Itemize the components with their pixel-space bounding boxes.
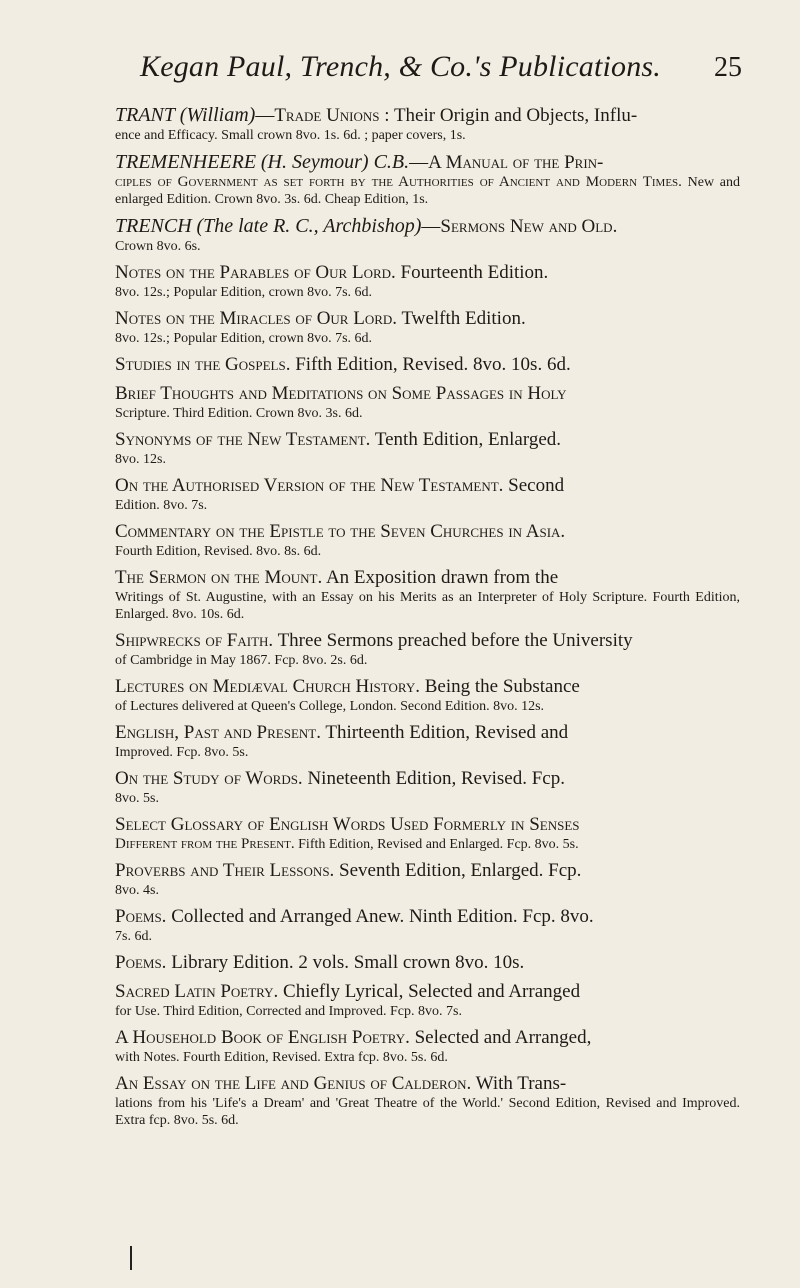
entry-author-detail: (The late R. C., Archbishop): [196, 215, 422, 237]
entry-title-line: [115, 383, 740, 405]
entry-details: [115, 836, 740, 853]
entry-title-rest: Tenth Edition, Enlarged.: [370, 429, 561, 450]
entry-details: [115, 652, 740, 669]
entry-title-line: [115, 768, 740, 790]
entry-subtitle: Different from the Present.: [115, 836, 295, 852]
entry-details: [115, 1049, 740, 1066]
entry-title-line: [115, 475, 740, 497]
entry-title-line: [115, 952, 740, 974]
entry-title-rest: With Trans-: [471, 1073, 567, 1094]
entry-title: Sacred Latin Poetry.: [115, 981, 279, 1002]
entry-title: Select Glossary of English Words Used Formerly in Senses: [115, 814, 580, 835]
entry-title-rest: Fourteenth Edition.: [395, 262, 549, 283]
entry-title: Shipwrecks of Faith.: [115, 630, 274, 651]
entry-subtitle: ciples of Government as set forth by the Authorities of Ancient and Modern Times.: [115, 174, 682, 190]
entry-edition-price: for Use. Third Edition, Corrected and Improved. Fcp. 8vo. 7s.: [115, 1004, 462, 1019]
running-title: Kegan Paul, Trench, & Co.'s Publications.: [140, 50, 661, 83]
entry-details: [115, 1003, 740, 1020]
entry-details: [115, 174, 740, 208]
entry-title-rest: Fifth Edition, Revised. 8vo. 10s. 6d.: [290, 354, 571, 375]
entry-title-line: [115, 1027, 740, 1049]
entry-author-detail: (William): [179, 104, 256, 126]
catalogue-list: [115, 104, 740, 1136]
entry-details: [115, 127, 740, 144]
entry-edition-price: 8vo. 12s.: [115, 452, 166, 467]
entry-title-rest: Library Edition. 2 vols. Small crown 8vo. 10s.: [166, 952, 525, 973]
entry-title-rest: Thirteenth Edition, Revised and: [321, 722, 569, 743]
entry-title-line: [115, 860, 740, 882]
entry-details: [115, 284, 740, 301]
entry-title: Studies in the Gospels.: [115, 354, 291, 375]
entry-title-rest: Collected and Arranged Anew. Ninth Edition. Fcp. 8vo.: [166, 906, 594, 927]
entry-details: [115, 330, 740, 347]
catalogue-entry: [115, 768, 740, 807]
catalogue-entry: [115, 981, 740, 1020]
catalogue-entry: [115, 151, 740, 208]
entry-title: An Essay on the Life and Genius of Calderon.: [115, 1073, 472, 1094]
entry-title-line: [115, 104, 740, 127]
catalogue-entry: [115, 722, 740, 761]
entry-details: [115, 1095, 740, 1129]
catalogue-entry: [115, 630, 740, 669]
entry-edition-price: Writings of St. Augustine, with an Essay on his Merits as an Interpreter of Holy Scripture. Fourth Edition, Enlarged. 8vo. 10s. 6d.: [115, 590, 740, 622]
entry-edition-price: 7s. 6d.: [115, 929, 152, 944]
entry-edition-price: of Lectures delivered at Queen's College, London. Second Edition. 8vo. 12s.: [115, 699, 545, 714]
catalogue-entry: [115, 906, 740, 945]
entry-title: Commentary on the Epistle to the Seven Churches in Asia.: [115, 521, 566, 542]
entry-edition-price: Improved. Fcp. 8vo. 5s.: [115, 745, 249, 760]
catalogue-entry: [115, 262, 740, 301]
entry-title-line: [115, 906, 740, 928]
entry-author: TRANT: [115, 104, 176, 126]
entry-author: TRENCH: [115, 215, 192, 237]
entry-title-rest: Nineteenth Edition, Revised. Fcp.: [302, 768, 565, 789]
entry-details: [115, 405, 740, 422]
entry-title-rest: Twelfth Edition.: [397, 308, 526, 329]
entry-edition-price: New and enlarged Edition. Crown 8vo. 3s. 6d. Cheap Edition, 1s.: [115, 175, 740, 207]
entry-title-line: [115, 429, 740, 451]
entry-author: TREMENHEERE: [115, 151, 257, 173]
entry-edition-price: Scripture. Third Edition. Crown 8vo. 3s. 6d.: [115, 406, 363, 421]
entry-title-rest: Being the Substance: [419, 676, 580, 697]
catalogue-entry: [115, 215, 740, 255]
entry-details: [115, 928, 740, 945]
catalogue-entry: [115, 676, 740, 715]
entry-title-line: [115, 567, 740, 589]
entry-title: On the Study of Words.: [115, 768, 303, 789]
entry-edition-price: 8vo. 5s.: [115, 791, 159, 806]
entry-title: Lectures on Mediæval Church History.: [115, 676, 420, 697]
entry-details: [115, 698, 740, 715]
catalogue-entry: [115, 521, 740, 560]
entry-title: A Household Book of English Poetry.: [115, 1027, 410, 1048]
entry-title-line: [115, 308, 740, 330]
entry-title: —Sermons New and Old.: [421, 216, 618, 237]
catalogue-entry: [115, 308, 740, 347]
entry-title-line: [115, 151, 740, 174]
entry-edition-price: with Notes. Fourth Edition, Revised. Extra fcp. 8vo. 5s. 6d.: [115, 1050, 448, 1065]
entry-details: [115, 543, 740, 560]
entry-title: Proverbs and Their Lessons.: [115, 860, 335, 881]
catalogue-entry: [115, 952, 740, 974]
catalogue-entry: [115, 354, 740, 376]
catalogue-entry: [115, 814, 740, 853]
entry-edition-price: lations from his 'Life's a Dream' and 'Great Theatre of the World.' Second Edition, Revised and Improved. Extra fcp. 8vo. 5s. 6d.: [115, 1096, 740, 1128]
entry-title-rest: An Exposition drawn from the: [322, 567, 559, 588]
entry-title-rest: Seventh Edition, Enlarged. Fcp.: [334, 860, 582, 881]
entry-title-line: [115, 814, 740, 836]
page-number: 25: [714, 52, 742, 83]
entry-title: Notes on the Miracles of Our Lord.: [115, 308, 398, 329]
entry-edition-price: Fifth Edition, Revised and Enlarged. Fcp. 8vo. 5s.: [294, 837, 579, 852]
entry-title: On the Authorised Version of the New Testament.: [115, 475, 504, 496]
entry-details: [115, 497, 740, 514]
entry-title-line: [115, 215, 740, 238]
entry-title: Brief Thoughts and Meditations on Some Passages in Holy: [115, 383, 567, 404]
entry-author-detail: (H. Seymour) C.B.: [260, 151, 410, 173]
entry-title-line: [115, 354, 740, 376]
catalogue-entry: [115, 475, 740, 514]
entry-edition-price: Edition. 8vo. 7s.: [115, 498, 208, 513]
entry-title: Poems.: [115, 906, 167, 927]
margin-mark: [130, 1246, 132, 1270]
entry-title-rest: Second: [503, 475, 565, 496]
entry-edition-price: Fourth Edition, Revised. 8vo. 8s. 6d.: [115, 544, 322, 559]
entry-details: [115, 882, 740, 899]
entry-title-line: [115, 676, 740, 698]
entry-title-rest: Their Origin and Objects, Influ-: [389, 105, 638, 126]
entry-title: English, Past and Present.: [115, 722, 321, 743]
entry-title: Synonyms of the New Testament.: [115, 429, 371, 450]
entry-title: Notes on the Parables of Our Lord.: [115, 262, 396, 283]
entry-details: [115, 790, 740, 807]
entry-edition-price: 8vo. 12s.; Popular Edition, crown 8vo. 7s. 6d.: [115, 285, 373, 300]
entry-details: [115, 744, 740, 761]
entry-title: Poems.: [115, 952, 167, 973]
entry-title-line: [115, 630, 740, 652]
entry-title-line: [115, 521, 740, 543]
catalogue-entry: [115, 567, 740, 623]
entry-title: —A Manual of the Prin-: [409, 152, 604, 173]
entry-title-rest: Selected and Arranged,: [409, 1027, 592, 1048]
catalogue-entry: [115, 860, 740, 899]
entry-title: The Sermon on the Mount.: [115, 567, 323, 588]
entry-title-rest: Three Sermons preached before the University: [273, 630, 633, 651]
entry-details: [115, 238, 740, 255]
entry-title-line: [115, 262, 740, 284]
catalogue-entry: [115, 429, 740, 468]
entry-edition-price: 8vo. 4s.: [115, 883, 159, 898]
running-header: [140, 50, 740, 90]
entry-title-line: [115, 981, 740, 1003]
entry-edition-price: Crown 8vo. 6s.: [115, 239, 201, 254]
entry-title: —Trade Unions :: [255, 105, 390, 126]
catalogue-entry: [115, 104, 740, 144]
entry-edition-price: of Cambridge in May 1867. Fcp. 8vo. 2s. 6d.: [115, 653, 368, 668]
entry-title-rest: Chiefly Lyrical, Selected and Arranged: [278, 981, 581, 1002]
catalogue-entry: [115, 383, 740, 422]
entry-edition-price: ence and Efficacy. Small crown 8vo. 1s. 6d. ; paper covers, 1s.: [115, 128, 466, 143]
entry-title-line: [115, 722, 740, 744]
entry-title-line: [115, 1073, 740, 1095]
entry-details: [115, 451, 740, 468]
catalogue-entry: [115, 1027, 740, 1066]
catalogue-entry: [115, 1073, 740, 1129]
entry-details: [115, 589, 740, 623]
entry-edition-price: 8vo. 12s.; Popular Edition, crown 8vo. 7s. 6d.: [115, 331, 373, 346]
